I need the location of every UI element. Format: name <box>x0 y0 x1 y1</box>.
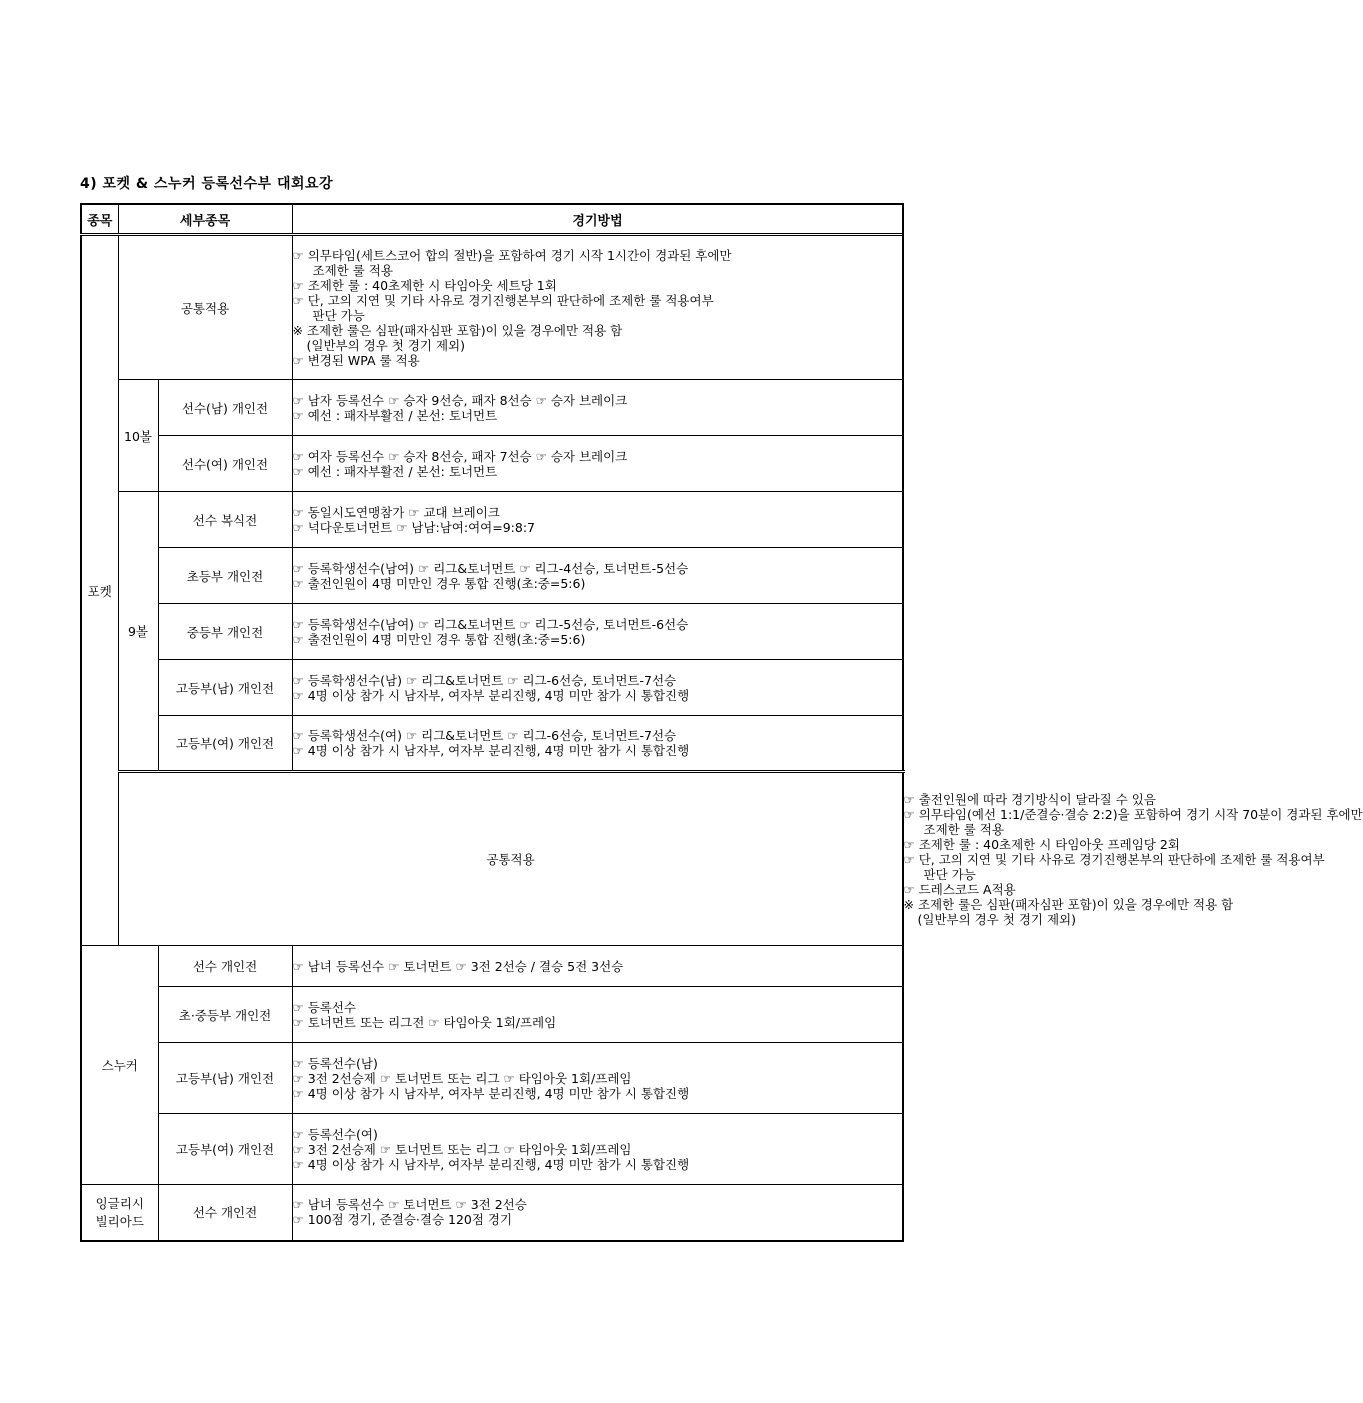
table-row <box>81 1185 903 1241</box>
table-row <box>81 1114 903 1185</box>
table-row <box>81 548 903 604</box>
category-pocket: 포켓 <box>81 235 118 946</box>
method-pocket-common: ☞ 의무타임(세트스코어 합의 절반)을 포함하여 경기 시작 1시간이 경과된 후에만 조제한 룰 적용 ☞ 조제한 룰 : 40초제한 시 타임아웃 세트당 1회 ☞ 단, 고의 지연 및 기타 사유로 경기진행본부의 판단하에 조제한 룰 적용여부 판단 가능 ※ 조제한 룰은 심판(패자심판 포함)이 있을 경우에만 적용 함 (일반부의 경우 첫 경기 제외) ☞ 변경된 WPA 룰 적용 <box>292 235 903 380</box>
sub-10ball: 10볼 <box>118 380 158 492</box>
header-subcategory: 세부종목 <box>118 204 292 235</box>
table-row <box>81 716 903 772</box>
method-snooker-player: ☞ 남녀 등록선수 ☞ 토너먼트 ☞ 3전 2선승 / 결승 5전 3선승 <box>292 946 903 987</box>
sub-snooker-high-women: 고등부(여) 개인전 <box>158 1114 292 1185</box>
table-row <box>81 380 903 436</box>
category-english-billiards: 잉글리시 빌리아드 <box>81 1185 158 1241</box>
method-english-player: ☞ 남녀 등록선수 ☞ 토너먼트 ☞ 3전 2선승 ☞ 100점 경기, 준결승·결승 120점 경기 <box>292 1185 903 1241</box>
header-method: 경기방법 <box>292 204 903 235</box>
sub-9ball-middle: 중등부 개인전 <box>158 604 292 660</box>
sub-snooker-elemmid: 초·중등부 개인전 <box>158 987 292 1043</box>
method-9ball-elem: ☞ 등록학생선수(남여) ☞ 리그&토너먼트 ☞ 리그-4선승, 토너먼트-5선승 ☞ 출전인원이 4명 미만인 경우 통합 진행(초:중=5:6) <box>292 548 903 604</box>
sub-9ball: 9볼 <box>118 492 158 772</box>
table-row <box>81 946 903 987</box>
sub-english-player: 선수 개인전 <box>158 1185 292 1241</box>
table-header-row <box>81 204 903 235</box>
table-row <box>81 492 903 548</box>
section-title: 4) 포켓 & 스누커 등록선수부 대회요강 <box>80 176 334 192</box>
method-9ball-middle: ☞ 등록학생선수(남여) ☞ 리그&토너먼트 ☞ 리그-5선승, 토너먼트-6선승 ☞ 출전인원이 4명 미만인 경우 통합 진행(초:중=5:6) <box>292 604 903 660</box>
method-10ball-women: ☞ 여자 등록선수 ☞ 승자 8선승, 패자 7선승 ☞ 승자 브레이크 ☞ 예선 : 패자부활전 / 본선: 토너먼트 <box>292 436 903 492</box>
table-row <box>81 604 903 660</box>
sub-9ball-high-women: 고등부(여) 개인전 <box>158 716 292 772</box>
header-category: 종목 <box>81 204 118 235</box>
method-9ball-high-women: ☞ 등록학생선수(여) ☞ 리그&토너먼트 ☞ 리그-6선승, 토너먼트-7선승 ☞ 4명 이상 참가 시 남자부, 여자부 분리진행, 4명 미만 참가 시 통합진행 <box>292 716 903 772</box>
table-row <box>81 660 903 716</box>
method-9ball-high-men: ☞ 등록학생선수(남) ☞ 리그&토너먼트 ☞ 리그-6선승, 토너먼트-7선승 ☞ 4명 이상 참가 시 남자부, 여자부 분리진행, 4명 미만 참가 시 통합진행 <box>292 660 903 716</box>
table-row: 공통적용 ☞ 출전인원에 따라 경기방식이 달라질 수 있음 ☞ 의무타임(예선 1:1/준결승·결승 2:2)을 포함하여 경기 시작 70분이 경과된 후에만 조제한 룰 적용 ☞ 조제한 룰 : 40초제한 시 타임아웃 프레임당 2회 ☞ 단, 고의 지연 및 기타 사유로 경기진행본부의 판단하에 조제한 룰 적용여부 판단 가능 ☞ 드레스코드 A적용 ※ 조제한 룰은 심판(패자심판 포함)이 있을 경우에만 적용 함 (일반부의 경우 첫 경기 제외) <box>81 772 903 946</box>
sub-common-2: 공통적용 <box>118 772 903 946</box>
rules-table <box>80 203 1363 1242</box>
table-row <box>81 1043 903 1114</box>
method-9ball-doubles: ☞ 동일시도연맹참가 ☞ 교대 브레이크 ☞ 넉다운토너먼트 ☞ 남남:남여:여여=9:8:7 <box>292 492 903 548</box>
sub-9ball-elem: 초등부 개인전 <box>158 548 292 604</box>
sub-10ball-men: 선수(남) 개인전 <box>158 380 292 436</box>
sub-snooker-player: 선수 개인전 <box>158 946 292 987</box>
category-snooker: 스누커 <box>81 946 158 1185</box>
sub-snooker-high-men: 고등부(남) 개인전 <box>158 1043 292 1114</box>
sub-10ball-women: 선수(여) 개인전 <box>158 436 292 492</box>
table-row <box>81 235 903 380</box>
sub-9ball-doubles: 선수 복식전 <box>158 492 292 548</box>
sub-9ball-high-men: 고등부(남) 개인전 <box>158 660 292 716</box>
method-snooker-high-men: ☞ 등록선수(남) ☞ 3전 2선승제 ☞ 토너먼트 또는 리그 ☞ 타임아웃 1회/프레임 ☞ 4명 이상 참가 시 남자부, 여자부 분리진행, 4명 미만 참가 시 통합진행 <box>292 1043 903 1114</box>
table-row <box>81 436 903 492</box>
table-row <box>81 987 903 1043</box>
method-snooker-high-women: ☞ 등록선수(여) ☞ 3전 2선승제 ☞ 토너먼트 또는 리그 ☞ 타임아웃 1회/프레임 ☞ 4명 이상 참가 시 남자부, 여자부 분리진행, 4명 미만 참가 시 통합진행 <box>292 1114 903 1185</box>
method-snooker-elemmid: ☞ 등록선수 ☞ 토너먼트 또는 리그전 ☞ 타임아웃 1회/프레임 <box>292 987 903 1043</box>
method-10ball-men: ☞ 남자 등록선수 ☞ 승자 9선승, 패자 8선승 ☞ 승자 브레이크 ☞ 예선 : 패자부활전 / 본선: 토너먼트 <box>292 380 903 436</box>
sub-pocket-common: 공통적용 <box>118 235 292 380</box>
